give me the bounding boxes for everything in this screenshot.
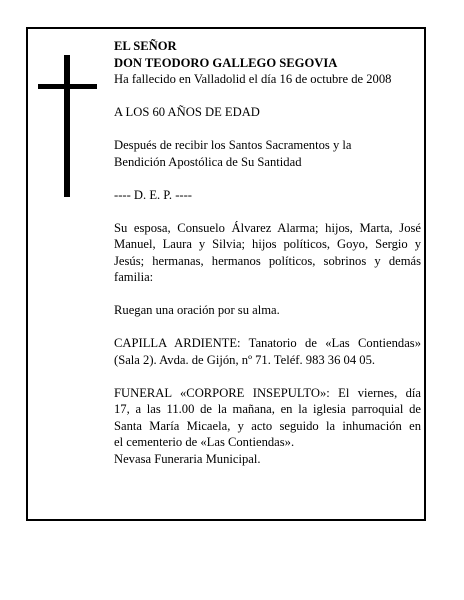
funeral-line-3: Santa María Micaela, y acto seguido la inhumación en xyxy=(114,418,421,433)
header-block xyxy=(114,38,421,88)
prayer-line: Ruegan una oración por su alma. xyxy=(114,303,280,317)
funeral-block xyxy=(114,385,421,468)
rip-line: ---- D. E. P. ---- xyxy=(114,187,192,202)
sacraments-line-2: Bendición Apostólica de Su Santidad xyxy=(114,154,302,169)
death-statement: Ha fallecido en Valladolid el día 16 de octubre de 2008 xyxy=(114,72,392,86)
cross-horizontal-bar xyxy=(38,84,97,89)
cross-icon xyxy=(38,55,97,197)
age-block xyxy=(114,104,421,121)
age-line: A LOS 60 AÑOS DE EDAD xyxy=(114,105,260,119)
chapel-line-1: CAPILLA ARDIENTE: Tanatorio de «Las Contiendas» xyxy=(114,336,421,350)
chapel-block xyxy=(114,335,421,368)
funeral-line-2: 17, a las 11.00 de la mañana, en la iglesia parroquial de xyxy=(114,402,421,416)
funeral-line-4: el cementerio de «Las Contiendas». xyxy=(114,435,295,449)
funeral-home-line: Nevasa Funeraria Municipal. xyxy=(114,451,261,466)
sacraments-block xyxy=(114,137,421,170)
family-line-3: Jesús; hermanas, hermanos políticos, sobrinos y demás xyxy=(114,253,421,268)
family-line-4: familia: xyxy=(114,270,154,284)
chapel-line-2: (Sala 2). Avda. de Gijón, nº 71. Teléf. 983 36 04 05. xyxy=(114,352,376,367)
sacraments-line-1: Después de recibir los Santos Sacramentos y la xyxy=(114,138,352,152)
deceased-name: DON TEODORO GALLEGO SEGOVIA xyxy=(114,55,338,70)
title-line: EL SEÑOR xyxy=(114,39,177,53)
obituary-text xyxy=(114,38,421,484)
family-line-1: Su esposa, Consuelo Álvarez Alarma; hijos, Marta, José xyxy=(114,220,421,235)
rip-block xyxy=(114,187,421,204)
prayer-block xyxy=(114,302,421,319)
family-block xyxy=(114,220,421,286)
family-line-2: Manuel, Laura y Silvia; hijos políticos, Goyo, Sergio y xyxy=(114,237,421,251)
funeral-line-1: FUNERAL «CORPORE INSEPULTO»: El viernes, día xyxy=(114,385,421,400)
cross-vertical-bar xyxy=(64,55,70,197)
